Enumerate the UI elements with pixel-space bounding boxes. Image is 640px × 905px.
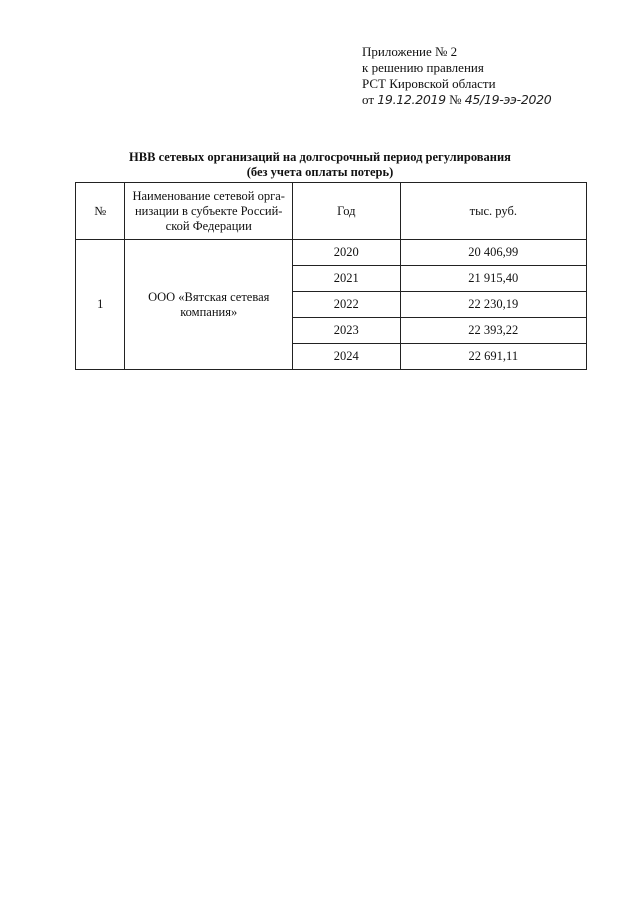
appendix-title: Приложение № 2	[362, 44, 458, 59]
appendix-block	[362, 44, 551, 108]
header-value: тыс. руб.	[400, 183, 586, 240]
handwritten-number: 45/19-ээ-2020	[464, 92, 552, 107]
appendix-decision-line: к решению правления	[362, 60, 484, 75]
table-header-row	[76, 183, 587, 240]
number-sign: №	[449, 92, 462, 107]
row-num: 1	[76, 240, 125, 370]
year-cell: 2022	[292, 292, 400, 318]
value-cell: 20 406,99	[400, 240, 586, 266]
handwritten-date: 19.12.2019	[377, 92, 446, 107]
heading-line-2: (без учета оплаты потерь)	[246, 165, 394, 179]
nvv-table	[75, 182, 587, 370]
header-num: №	[76, 183, 125, 240]
year-cell: 2020	[292, 240, 400, 266]
value-cell: 21 915,40	[400, 266, 586, 292]
header-year: Год	[292, 183, 400, 240]
value-cell: 22 393,22	[400, 318, 586, 344]
year-cell: 2021	[292, 266, 400, 292]
date-prefix: от	[362, 92, 375, 107]
value-cell: 22 691,11	[400, 344, 586, 370]
appendix-authority-line: РСТ Кировской области	[362, 76, 496, 91]
year-cell: 2024	[292, 344, 400, 370]
value-cell: 22 230,19	[400, 292, 586, 318]
heading-line-1: НВВ сетевых организаций на долгосрочный период регулирования	[129, 150, 511, 164]
appendix-date-line	[362, 92, 551, 108]
year-cell: 2023	[292, 318, 400, 344]
header-name: Наименование сетевой орга-низации в субъекте Россий-ской Федерации	[125, 183, 293, 240]
table-row	[76, 240, 587, 266]
document-heading	[0, 150, 640, 180]
row-org-name: ООО «Вятская сетевая компания»	[125, 240, 293, 370]
